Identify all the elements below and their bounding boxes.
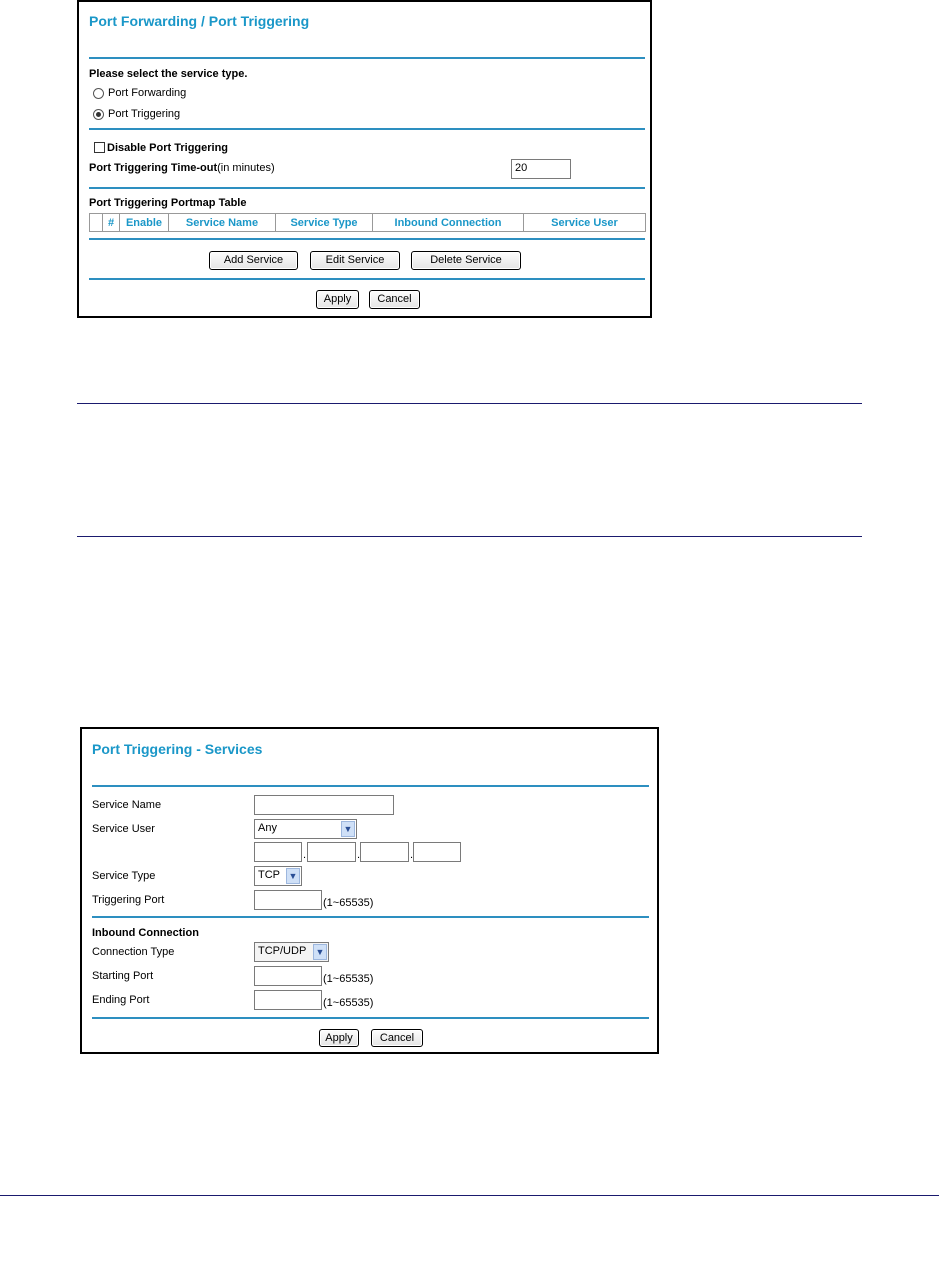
ip-octet-4-input[interactable] xyxy=(413,842,461,862)
starting-port-range-hint: (1~65535) xyxy=(323,973,374,985)
footer-rule xyxy=(0,1195,939,1196)
service-type-value: TCP xyxy=(258,869,280,881)
ending-port-input[interactable] xyxy=(254,990,322,1010)
divider xyxy=(92,785,649,787)
edit-service-button[interactable]: Edit Service xyxy=(310,251,400,270)
disable-port-triggering-checkbox[interactable] xyxy=(94,142,105,153)
service-name-label: Service Name xyxy=(92,799,162,811)
chevron-down-icon: ▼ xyxy=(341,821,355,837)
ip-dot: . xyxy=(410,849,414,861)
divider xyxy=(92,1017,649,1019)
connection-type-value: TCP/UDP xyxy=(258,945,307,957)
connection-type-label: Connection Type xyxy=(92,946,175,958)
cancel-button[interactable]: Cancel xyxy=(369,290,420,309)
port-triggering-services-panel xyxy=(80,727,659,1054)
column-header-enable: Enable xyxy=(120,214,169,232)
ip-octet-3-input[interactable] xyxy=(360,842,409,862)
radio-port-forwarding[interactable] xyxy=(93,88,104,99)
starting-port-label: Starting Port xyxy=(92,970,154,982)
panel-title: Port Triggering - Services xyxy=(92,741,263,757)
ending-port-label: Ending Port xyxy=(92,994,150,1006)
timeout-label-bold: Port Triggering Time-out xyxy=(89,162,218,174)
triggering-port-range-hint: (1~65535) xyxy=(323,897,374,909)
table-header-row xyxy=(90,214,646,232)
document-rule xyxy=(77,536,862,537)
ip-dot: . xyxy=(357,849,361,861)
radio-port-forwarding-label: Port Forwarding xyxy=(108,87,187,99)
divider xyxy=(89,278,645,280)
connection-type-select[interactable] xyxy=(254,942,329,962)
divider xyxy=(89,57,645,59)
add-service-button[interactable]: Add Service xyxy=(209,251,298,270)
divider xyxy=(89,128,645,130)
chevron-down-icon: ▼ xyxy=(313,944,327,960)
column-header-select xyxy=(90,214,103,232)
radio-port-triggering[interactable] xyxy=(93,109,104,120)
port-forwarding-panel xyxy=(77,0,652,318)
divider xyxy=(89,187,645,189)
divider xyxy=(92,916,649,918)
ip-octet-1-input[interactable] xyxy=(254,842,302,862)
service-type-select[interactable] xyxy=(254,866,302,886)
ip-octet-2-input[interactable] xyxy=(307,842,356,862)
service-user-select[interactable] xyxy=(254,819,357,839)
service-type-label: Service Type xyxy=(92,870,156,882)
column-header-number: # xyxy=(103,214,120,232)
divider xyxy=(89,238,645,240)
portmap-table xyxy=(89,213,646,232)
document-rule xyxy=(77,403,862,404)
column-header-service-type: Service Type xyxy=(276,214,373,232)
starting-port-input[interactable] xyxy=(254,966,322,986)
portmap-table-title: Port Triggering Portmap Table xyxy=(89,197,247,209)
column-header-inbound-connection: Inbound Connection xyxy=(373,214,524,232)
service-user-label: Service User xyxy=(92,823,155,835)
triggering-port-input[interactable] xyxy=(254,890,322,910)
ending-port-range-hint: (1~65535) xyxy=(323,997,374,1009)
column-header-service-user: Service User xyxy=(524,214,646,232)
column-header-service-name: Service Name xyxy=(169,214,276,232)
panel-title: Port Forwarding / Port Triggering xyxy=(89,13,310,29)
timeout-label xyxy=(89,162,275,174)
service-name-input[interactable] xyxy=(254,795,394,815)
triggering-port-label: Triggering Port xyxy=(92,894,165,906)
apply-button[interactable]: Apply xyxy=(316,290,359,309)
service-user-value: Any xyxy=(258,822,277,834)
apply-button[interactable]: Apply xyxy=(319,1029,359,1047)
chevron-down-icon: ▼ xyxy=(286,868,300,884)
disable-port-triggering-label: Disable Port Triggering xyxy=(107,142,229,154)
timeout-label-unit: (in minutes) xyxy=(217,162,275,174)
timeout-input[interactable]: 20 xyxy=(511,159,571,179)
inbound-connection-title: Inbound Connection xyxy=(92,927,199,939)
service-type-prompt: Please select the service type. xyxy=(89,68,248,80)
delete-service-button[interactable]: Delete Service xyxy=(411,251,521,270)
radio-port-triggering-label: Port Triggering xyxy=(108,108,181,120)
cancel-button[interactable]: Cancel xyxy=(371,1029,423,1047)
ip-dot: . xyxy=(303,849,307,861)
